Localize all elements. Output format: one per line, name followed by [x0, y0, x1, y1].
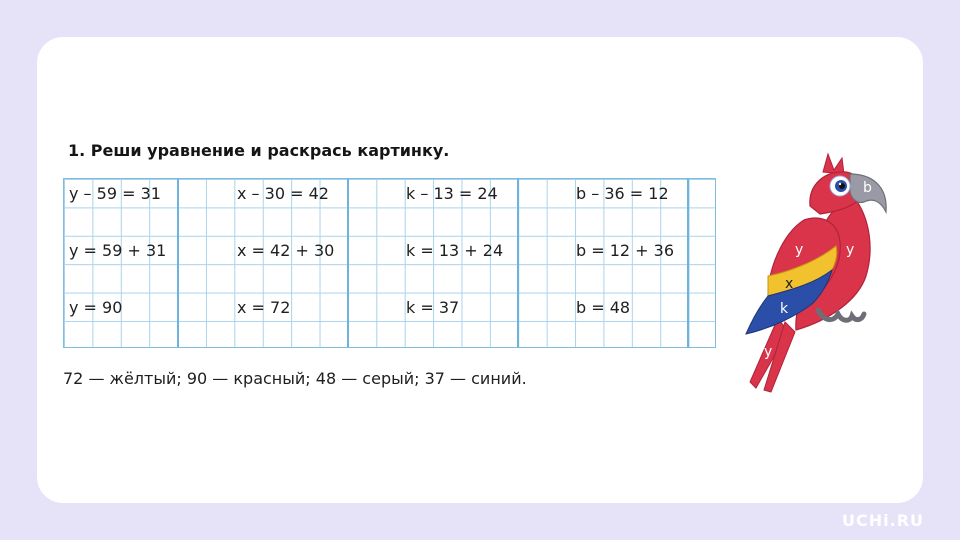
parrot-label-blue-stripe: k: [780, 301, 789, 317]
equation-x-step2: x = 42 + 30: [237, 241, 335, 260]
equation-y-step1: y – 59 = 31: [69, 184, 161, 203]
parrot-label-tail: y: [764, 344, 773, 360]
parrot-label-yellow-stripe: x: [785, 276, 794, 292]
parrot-label-body: y: [846, 242, 855, 258]
grid-column-divider: [347, 179, 349, 347]
equation-x-step1: x – 30 = 42: [237, 184, 329, 203]
grid-column-divider: [517, 179, 519, 347]
equation-x-answer: x = 72: [237, 298, 291, 317]
parrot-coloring-picture: [738, 150, 898, 400]
equation-y-answer: y = 90: [69, 298, 123, 317]
task-title: 1. Реши уравнение и раскрась картинку.: [68, 141, 450, 160]
equation-b-answer: b = 48: [576, 298, 631, 317]
brand-logo: UCHi.RU: [842, 511, 924, 530]
grid-column-divider: [177, 179, 179, 347]
equation-k-answer: k = 37: [406, 298, 460, 317]
equation-k-step1: k – 13 = 24: [406, 184, 498, 203]
parrot-label-wing: y: [795, 242, 804, 258]
equation-b-step2: b = 12 + 36: [576, 241, 675, 260]
equation-k-step2: k = 13 + 24: [406, 241, 504, 260]
grid-column-divider: [687, 179, 689, 347]
equation-b-step1: b – 36 = 12: [576, 184, 669, 203]
parrot-label-beak: b: [863, 180, 872, 196]
color-legend: 72 — жёлтый; 90 — красный; 48 — серый; 37 — синий.: [63, 369, 527, 388]
equation-y-step2: y = 59 + 31: [69, 241, 167, 260]
